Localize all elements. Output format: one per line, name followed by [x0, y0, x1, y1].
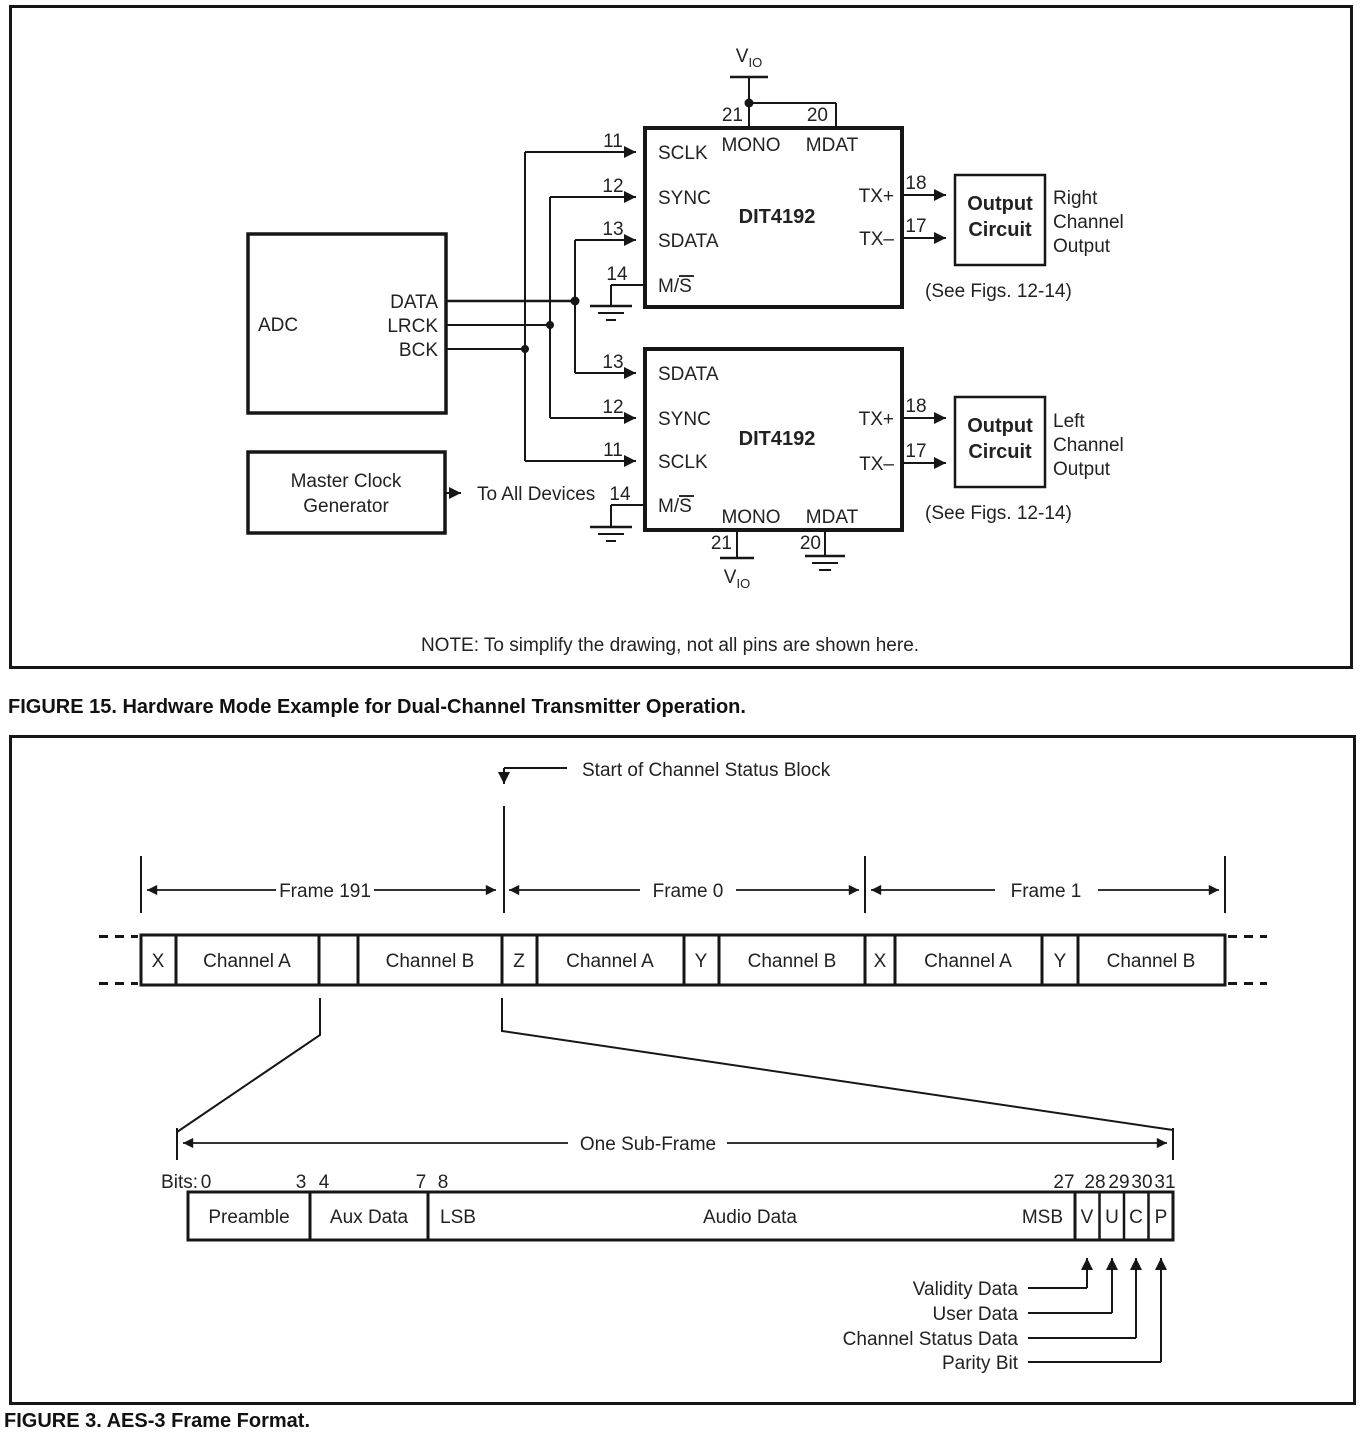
chip1-txp-label: TX+ — [858, 186, 894, 207]
frame-cell: Y — [1053, 951, 1067, 972]
subframe-cell-v: V — [1080, 1207, 1094, 1228]
bit-number: 8 — [437, 1172, 449, 1193]
chip2-txm-label: TX– — [859, 454, 894, 475]
channel-status-data-label: Channel Status Data — [842, 1329, 1018, 1350]
subframe-lsb-label: LSB — [440, 1207, 476, 1228]
frame-cell: Y — [694, 951, 708, 972]
output-circuit-label: Output — [967, 415, 1033, 437]
bit-number: 3 — [295, 1172, 307, 1193]
mcg-label: Generator — [303, 496, 389, 517]
adc-label: ADC — [258, 315, 299, 336]
chip2-pin-number-20: 20 — [799, 533, 821, 554]
chip1-name: DIT4192 — [738, 206, 816, 228]
chip2-pin-number-17: 17 — [905, 441, 927, 462]
master-clock-generator-box — [248, 452, 445, 533]
frame-cell: Channel A — [566, 951, 654, 972]
frame-0-label: Frame 0 — [652, 881, 724, 902]
chip2-ground-symbol — [590, 505, 645, 541]
frame-cell: Channel B — [385, 951, 475, 972]
frame-1-label: Frame 1 — [1010, 881, 1082, 902]
chip2-sync-label: SYNC — [658, 409, 711, 430]
frame-cell: Channel A — [203, 951, 291, 972]
bit-number: 27 — [1053, 1172, 1075, 1193]
chip2-pin-number-13: 13 — [602, 352, 624, 373]
figure-15-hardware-mode-diagram — [11, 7, 1352, 668]
chip1-pin-number-13: 13 — [602, 219, 624, 240]
right-channel-output-label: Right — [1053, 188, 1098, 209]
flag-bit-pointers — [1028, 1258, 1161, 1362]
output-circuit-label: Circuit — [968, 219, 1032, 241]
figure-15-border — [11, 7, 1352, 668]
chip1-sclk-label: SCLK — [658, 143, 708, 164]
vio-label-top: $V_{IO}$ — [735, 46, 763, 70]
junction-dot — [571, 297, 580, 306]
left-channel-output-label: Left — [1053, 411, 1085, 432]
expansion-line-left — [177, 998, 320, 1132]
figure-15-caption: FIGURE 15. Hardware Mode Example for Dual-Channel Transmitter Operation. — [8, 696, 746, 718]
vio-label-bottom: $V_{IO}$ — [723, 567, 751, 591]
figure-3-caption: FIGURE 3. AES-3 Frame Format. — [4, 1410, 310, 1432]
right-channel-output-label: Channel — [1053, 212, 1124, 233]
frame-cell: Channel A — [924, 951, 1012, 972]
chip1-pin-number-18: 18 — [905, 173, 927, 194]
to-all-devices-label: To All Devices — [477, 484, 596, 505]
validity-data-label: Validity Data — [912, 1279, 1018, 1300]
bit-number: 4 — [318, 1172, 330, 1193]
output-circuit-label: Output — [967, 193, 1033, 215]
see-figs-note: (See Figs. 12-14) — [925, 503, 1072, 524]
bit-number: 29 — [1108, 1172, 1130, 1193]
expansion-line-right — [502, 998, 1173, 1130]
chip1-pin-number-12: 12 — [602, 176, 624, 197]
chip2-name: DIT4192 — [738, 428, 816, 450]
chip2-pin-number-18: 18 — [905, 396, 927, 417]
subframe-cell-preamble: Preamble — [208, 1207, 290, 1228]
chip1-mdat-label: MDAT — [805, 135, 859, 156]
output-circuit-label: Circuit — [968, 441, 1032, 463]
frame-191-label: Frame 191 — [279, 881, 371, 902]
chip1-txm-label: TX– — [859, 229, 894, 250]
right-channel-output-label: Output — [1053, 236, 1111, 257]
one-subframe-label: One Sub-Frame — [579, 1134, 717, 1155]
figure-3-border — [11, 737, 1355, 1404]
chip2-pin-number-12: 12 — [602, 397, 624, 418]
subframe-cell-auxdata: Aux Data — [329, 1207, 409, 1228]
junction-dot — [521, 345, 529, 353]
left-channel-output-label: Channel — [1053, 435, 1124, 456]
subframe-cell-c: C — [1129, 1207, 1143, 1228]
chip1-mono-label: MONO — [721, 135, 781, 156]
subframe-cell-p: P — [1154, 1207, 1168, 1228]
bit-number: 30 — [1131, 1172, 1153, 1193]
chip1-ms-label: M/S — [658, 276, 692, 297]
subframe-msb-label: MSB — [1021, 1207, 1063, 1228]
chip1-pin-number-20: 20 — [806, 105, 828, 126]
frame-cell: X — [151, 951, 165, 972]
chip2-pin-number-11: 11 — [603, 440, 623, 461]
left-channel-output-label: Output — [1053, 459, 1111, 480]
frame-cell: X — [873, 951, 887, 972]
adc-pin-bck: BCK — [398, 340, 438, 361]
chip1-ground-symbol — [590, 285, 645, 320]
chip2-txp-label: TX+ — [858, 409, 894, 430]
frame-cell: Z — [513, 951, 525, 972]
subframe-cell-audiodata: Audio Data — [702, 1207, 798, 1228]
start-pointer — [504, 768, 567, 913]
user-data-label: User Data — [932, 1304, 1018, 1325]
bits-prefix-label: Bits: — [161, 1172, 198, 1193]
chip1-sync-label: SYNC — [658, 188, 711, 209]
see-figs-note: (See Figs. 12-14) — [925, 281, 1072, 302]
chip2-pin-number-14: 14 — [609, 484, 631, 505]
chip1-sdata-label: SDATA — [658, 231, 719, 252]
frame-cell: Channel B — [747, 951, 837, 972]
figure-15-note: NOTE: To simplify the drawing, not all pins are shown here. — [420, 635, 920, 656]
bit-number: 28 — [1084, 1172, 1106, 1193]
chip2-ms-label: M/S — [658, 496, 692, 517]
subframe-cell-u: U — [1105, 1207, 1119, 1228]
start-channel-status-label: Start of Channel Status Block — [582, 760, 831, 781]
junction-dot — [546, 321, 554, 329]
parity-bit-label: Parity Bit — [941, 1353, 1018, 1374]
mcg-label: Master Clock — [290, 471, 402, 492]
chip1-pin-number-21: 21 — [721, 105, 743, 126]
bit-number: 7 — [415, 1172, 427, 1193]
chip2-mono-label: MONO — [721, 507, 781, 528]
chip2-sdata-label: SDATA — [658, 364, 719, 385]
bit-number: 0 — [200, 1172, 212, 1193]
chip1-pin-number-14: 14 — [606, 264, 628, 285]
adc-pin-data: DATA — [390, 292, 438, 313]
chip2-mdat-label: MDAT — [805, 507, 859, 528]
chip1-pin-number-11: 11 — [603, 131, 623, 152]
chip2-pin-number-21: 21 — [710, 533, 732, 554]
bit-number: 31 — [1154, 1172, 1176, 1193]
frame-cell: Channel B — [1106, 951, 1196, 972]
figure-3-aes3-frame-format — [11, 737, 1355, 1404]
chip2-sclk-label: SCLK — [658, 452, 708, 473]
adc-pin-lrck: LRCK — [387, 316, 438, 337]
chip1-pin-number-17: 17 — [905, 216, 927, 237]
